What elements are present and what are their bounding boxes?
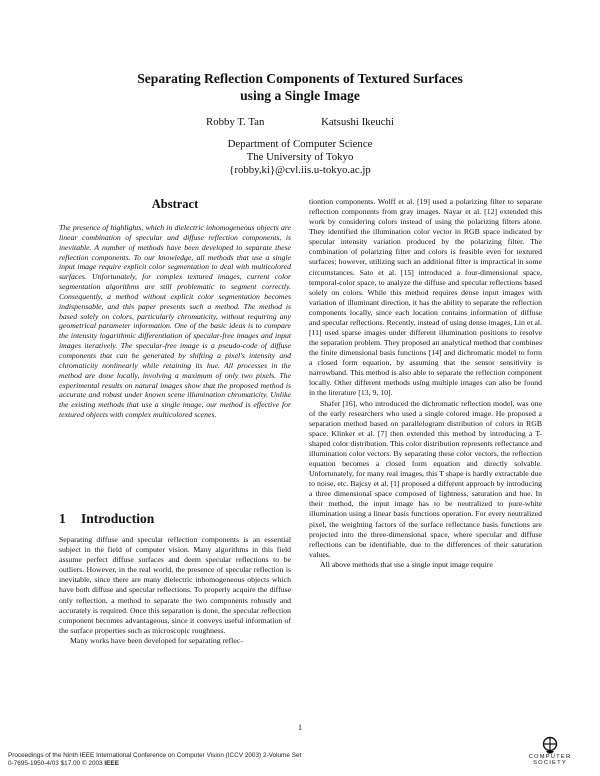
page-number: 1 [298,723,302,732]
section-heading-introduction [59,511,291,527]
intro-paragraph-1: Separating diffuse and specular reflection components is an essential subject in the field of computer vision. Many algorithms in this field assume perfect diffuse surfaces and deem specular reflections to be outliers. However, in the real world, the presence of specular reflection is inevitable, since there are many dielectric inhomogeneous objects which have both diffuse and specular reflections. To properly acquire the diffuse only reflection, a method to separate the two components robustly and accurately is required. Once this separation is done, the specular reflection component becomes advantageous, since it conveys useful information of the surface properties such as microscopic roughness. [59,535,291,635]
authors [0,116,600,129]
paper-title [0,70,600,104]
title-line-1: Separating Reflection Components of Textured Surfaces [137,71,463,86]
footer-copyright: 0-7695-1950-4/03 $17.00 © 2003 [8,760,103,768]
author-1: Robby T. Tan [206,116,265,128]
computer-society-logo [521,736,579,772]
footer-line-1: Proceedings of the Ninth IEEE International Conference on Computer Vision (ICCV 2003) 2-Volume Set [8,752,302,759]
computer-society-emblem-icon [542,736,558,754]
logo-text-1: COMPUTER [528,754,572,760]
body-column-left [59,535,291,646]
section-title: Introduction [81,511,155,526]
title-line-2: using a Single Image [240,88,360,103]
footer [8,752,301,769]
affiliation-email: {robby,ki}@cvl.iis.u-tokyo.ac.jp [229,164,371,176]
affiliation-dept: Department of Computer Science [227,138,373,150]
intro-paragraph-4: All above methods that use a single input image require [320,559,493,569]
intro-paragraph-2-cont: tiontion components. Wolff et al. [19] used a polarizing filter to separate reflection components from gray images. Nayar et al. [12] extended this work by considering colors instead of using the polarizing filters alone. They identified the illumination color vector in RGB space indicated by specular intensity variation produced by the polarizing filter. The combination of polarizing filter and colors is feasible even for textured surfaces; however, utilizing such an additional filter is impractical in some circumstances. Sato et al. [15] introduced a four-dimensional space, temporal-color space, to analyze the diffuse and specular reflections based solely on colors. While this method requires dense input images with variation of illuminant direction, it has the ability to separate the reflection components locally, since each location contains information of diffuse and specular reflections. Recently, instead of using dense images, Lin et al. [11] used sparse images under different illumination positions to resolve the separation problem. They proposed an analytical method that combines the finite dimensional basis functions [14] and dichromatic model to form a closed form equation, by assuming that the sensor sensitivity is narrowband. This method is also able to separate the reflection component locally. Other different methods using multiple images can also be found in the literature [13, 9, 10]. [309,197,542,398]
author-2: Katsushi Ikeuchi [321,116,394,128]
affiliation [0,138,600,177]
abstract-heading: Abstract [151,197,199,211]
body-column-right [309,197,542,570]
intro-paragraph-3: Shafer [16], who introduced the dichromatic reflection model, was one of the early researchers who used a single colored image. He proposed a separation method based on parallelogram distribution of colors in RGB space. Klinker et al. [7] then extended this method by introducing a T-shaped color distribution. This color distribution represents reflectance and illumination color vectors. By separating these color vectors, the reflection equation becomes a closed form equation and directly solvable. Unfortunately, for many real images, this T shape is hardly extractable due to noise, etc. Bajcsy et al. [1] proposed a different approach by introducing a three dimensional space composed of lightness, saturation and hue. In their method, the input image has to be neutralized to pure-white illumination using a linear basis functions operation. For every neutralized pixel, the weighting factors of the surface reflectance basis functions are projected into the three-dimensional space, where specular and diffuse reflections can be identifiable, due to the differences of their saturation values. [309,398,542,559]
affiliation-univ: The University of Tokyo [246,151,354,163]
intro-paragraph-2-start: Many works have been developed for separating reflec- [70,635,243,645]
footer-line-2 [8,760,301,768]
footer-ieee: IEEE [104,760,119,768]
section-number: 1 [59,511,66,526]
logo-text-2: SOCIETY [533,760,567,767]
abstract-text: The presence of highlights, which in dielectric inhomogeneous objects are linear combination of specular and diffuse reflection components, is inevitable. A number of methods have been developed to separate these reflection components. To our knowledge, all methods that use a single input image require explicit color segmentation to deal with multicolored surfaces. Unfortunately, for complex textured images, current color segmentation algorithms are still problematic to segment correctly. Consequently, a method without explicit color segmentation becomes indispensable, and this paper presents such a method. The method is based solely on colors, particularly chromaticity, without requiring any geometrical parameter information. One of the basic ideas is to compare the intensity logarithmic differentiation of specular-free images and input images iteratively. The specular-free image is a pseudo-code of diffuse components that can be generated by shifting a pixel's intensity and chromaticity nonlinearly while retaining its hue. All processes in the method are done locally, involving a maximum of only two pixels. The experimental results on natural images show that the proposed method is accurate and robust under known scene illumination chromaticity. Unlike the existing methods that use a single image, our method is effective for textured objects with complex multicolored scenes. [59,223,291,420]
